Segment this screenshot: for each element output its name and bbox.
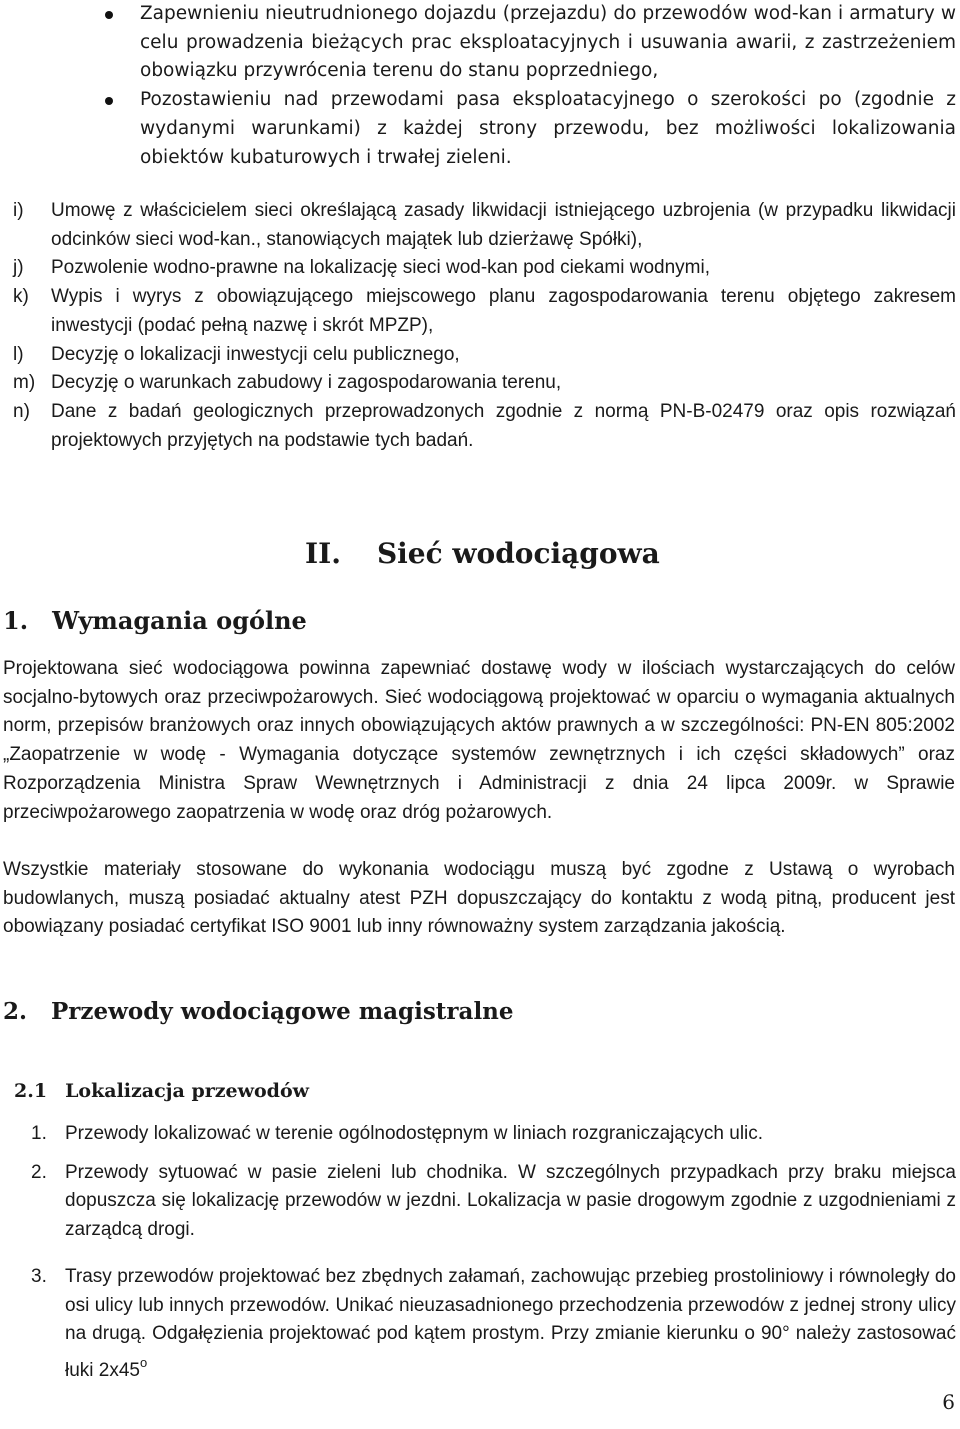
list-marker: 1.	[31, 1123, 47, 1144]
list-item	[0, 369, 960, 398]
list-item	[0, 1120, 960, 1149]
list-item-text: Decyzję o lokalizacji inwestycji celu publicznego,	[51, 343, 460, 365]
list-item-text: Decyzję o warunkach zabudowy i zagospodarowania terenu,	[51, 372, 562, 394]
heading-2-1-title: Lokalizacja przewodów	[65, 1080, 309, 1102]
numbered-list	[0, 1120, 960, 1386]
list-item	[0, 1263, 960, 1386]
list-marker: k)	[13, 286, 29, 308]
list-item-text: Trasy przewodów projektować bez zbędnych załamań, zachowując przebieg prostoliniowy i równoległy do osi ulicy lub innych przewodów. Unikać nieuzasadnionego przechodzenia przewodów z jednej strony ulicy na drugą. Odgałęzienia projektować pod kątem prostym. Przy zmianie kierunku o 90° należy zastosować łuki 2x45	[65, 1265, 956, 1381]
list-marker: l)	[13, 343, 24, 365]
heading-1-title: Wymagania ogólne	[52, 606, 307, 635]
list-item-text: Wypis i wyrys z obowiązującego miejscowego planu zagospodarowania terenu objętego zakresem inwestycji (podać pełną nazwę i skrót MPZP),	[51, 286, 956, 336]
degree-superscript: o	[140, 1354, 148, 1370]
list-item	[0, 341, 960, 370]
list-item-text: Przewody sytuować w pasie zieleni lub chodnika. W szczególnych przypadkach przy braku miejsca dopuszcza się lokalizację przewodów w jezdni. Lokalizacja w pasie drogowym zgodnie z uzgodnieniami z zarządcą drogi.	[65, 1161, 956, 1241]
bullet-dot-icon	[105, 11, 113, 19]
bullet-item	[0, 0, 960, 86]
heading-2-1-number: 2.1	[14, 1080, 48, 1102]
list-marker: i)	[13, 200, 24, 221]
list-marker: m)	[13, 372, 36, 394]
bullet-list	[0, 0, 960, 172]
bullet-text: Zapewnieniu nieutrudnionego dojazdu (przejazdu) do przewodów wod-kan i armatury w celu prowadzenia bieżących prac eksploatacyjnych i usuwania awarii, z zastrzeżeniem obowiązku przywrócenia terenu do stanu poprzedniego,	[140, 3, 956, 82]
list-item-text: Umowę z właścicielem sieci określającą zasady likwidacji istniejącego uzbrojenia (w przypadku likwidacji odcinków sieci wod-kan., stanowiących majątek lub dzierżawę Spółki),	[51, 200, 956, 250]
section-number: II.	[305, 537, 341, 570]
list-item-text: Przewody lokalizować w terenie ogólnodostępnym w liniach rozgraniczających ulic.	[65, 1123, 764, 1144]
section-heading	[305, 537, 660, 570]
heading-1-number: 1.	[3, 606, 29, 635]
page-number: 6	[942, 1390, 955, 1414]
list-item	[0, 254, 960, 283]
lettered-list	[0, 197, 960, 455]
list-item-text: Pozwolenie wodno-prawne na lokalizację sieci wod-kan pod ciekami wodnymi,	[51, 257, 710, 279]
heading-2-number: 2.	[3, 998, 28, 1025]
list-marker: n)	[13, 400, 30, 422]
heading-1	[3, 606, 307, 635]
heading-2-title: Przewody wodociągowe magistralne	[51, 998, 514, 1025]
list-item	[0, 398, 960, 455]
list-item	[0, 197, 960, 254]
heading-2	[3, 998, 514, 1025]
bullet-text: Pozostawieniu nad przewodami pasa eksploatacyjnego o szerokości po (zgodnie z wydanymi warunkami) z każdej strony przewodu, bez możliwości lokalizowania obiektów kubaturowych i trwałej zieleni.	[140, 89, 956, 168]
heading-2-1	[14, 1080, 309, 1102]
bullet-item	[0, 86, 960, 172]
list-marker: 2.	[31, 1161, 47, 1183]
list-marker: j)	[13, 257, 24, 279]
paragraph-requirements: Projektowana sieć wodociągowa powinna zapewniać dostawę wody w ilościach wystarczających do celów socjalno-bytowych oraz przeciwpożarowych. Sieć wodociągową projektować w oparciu o wymagania aktualnych norm, przepisów branżowych oraz innych obowiązujących aktów prawnych a w szczególności: PN-EN 805:2002 „Zaopatrzenie w wodę - Wymagania dotyczące systemów zewnętrznych i ich części składowych” oraz Rozporządzenia Ministra Spraw Wewnętrznych i Administracji z dnia 24 lipca 2009r. w Sprawie przeciwpożarowego zaopatrzenia w wodę oraz dróg pożarowych.	[3, 658, 955, 823]
list-item-text: Dane z badań geologicznych przeprowadzonych zgodnie z normą PN-B-02479 oraz opis rozwiązań projektowych przyjętych na podstawie tych badań.	[51, 400, 956, 451]
list-item	[0, 1159, 960, 1245]
list-marker: 3.	[31, 1265, 47, 1287]
bullet-dot-icon	[105, 97, 113, 105]
list-item	[0, 283, 960, 340]
paragraph-materials: Wszystkie materiały stosowane do wykonania wodociągu muszą być zgodne z Ustawą o wyrobach budowlanych, muszą posiadać aktualny atest PZH dopuszczający do kontaktu z wodą pitną, producent jest obowiązany posiadać certyfikat ISO 9001 lub inny równoważny system zarządzania jakością.	[3, 859, 955, 938]
section-title: Sieć wodociągowa	[376, 537, 660, 570]
